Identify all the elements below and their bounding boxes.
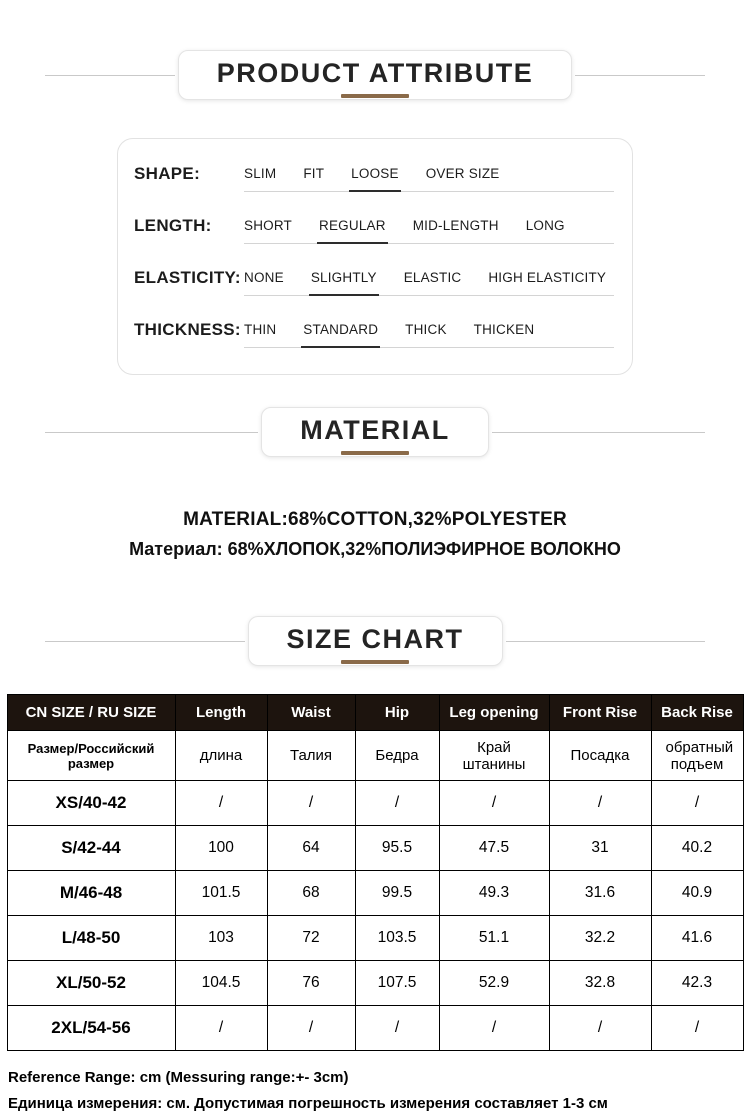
size-cell: 32.2	[549, 916, 651, 961]
size-chart-table	[7, 694, 744, 1051]
divider-line-left	[45, 75, 175, 76]
attr-option: THIN	[244, 322, 277, 337]
size-cell: /	[549, 781, 651, 826]
size-cell: 103.5	[355, 916, 439, 961]
attribute-panel	[117, 138, 633, 375]
size-cell: 64	[267, 826, 355, 871]
divider-line-right	[575, 75, 705, 76]
attribute-row-elasticity	[134, 267, 614, 296]
section-header-material	[0, 407, 750, 457]
size-cell: /	[651, 1006, 743, 1051]
divider-line-right	[492, 432, 705, 433]
size-label: XL/50-52	[7, 961, 175, 1006]
size-cell: 40.2	[651, 826, 743, 871]
attr-option: THICK	[405, 322, 447, 337]
divider-line-left	[45, 641, 245, 642]
attribute-options	[244, 166, 614, 192]
size-cell: 104.5	[175, 961, 267, 1006]
section-title-material: MATERIAL	[300, 415, 450, 445]
table-row	[7, 781, 743, 826]
attr-option: SLIGHTLY	[310, 270, 377, 285]
section-title-box	[178, 50, 572, 100]
column-header-ru: длина	[175, 731, 267, 781]
size-cell: /	[267, 781, 355, 826]
table-header-row-en	[7, 695, 743, 731]
section-header-product-attribute	[0, 50, 750, 100]
column-header-ru: обратный подъем	[651, 731, 743, 781]
size-cell: /	[651, 781, 743, 826]
material-line-en: MATERIAL:68%COTTON,32%POLYESTER	[183, 509, 567, 530]
table-row	[7, 826, 743, 871]
divider-line-left	[45, 432, 258, 433]
title-accent-bar	[341, 94, 409, 98]
size-cell: /	[267, 1006, 355, 1051]
size-label: XS/40-42	[7, 781, 175, 826]
material-line-ru: Материал: 68%ХЛОПОК,32%ПОЛИЭФИРНОЕ ВОЛОКНО	[129, 539, 621, 559]
attr-option: NONE	[244, 270, 284, 285]
size-cell: /	[355, 1006, 439, 1051]
attr-option: REGULAR	[319, 218, 386, 233]
table-row	[7, 1006, 743, 1051]
column-header: Waist	[267, 695, 355, 731]
size-cell: 52.9	[439, 961, 549, 1006]
note-line-en: Reference Range: cm (Messuring range:+- 3cm)	[8, 1069, 349, 1086]
size-cell: 99.5	[355, 871, 439, 916]
size-cell: /	[549, 1006, 651, 1051]
attr-option: SHORT	[244, 218, 293, 233]
table-row	[7, 961, 743, 1006]
size-cell: 40.9	[651, 871, 743, 916]
column-header: Leg opening	[439, 695, 549, 731]
attr-option: FIT	[303, 166, 325, 181]
size-cell: 103	[175, 916, 267, 961]
section-title-size-chart: SIZE CHART	[286, 624, 464, 654]
size-cell: 41.6	[651, 916, 743, 961]
attr-option: LONG	[525, 218, 565, 233]
column-header-ru: Размер/Российский размер	[7, 731, 175, 781]
column-header-ru: Талия	[267, 731, 355, 781]
attribute-label: SHAPE:	[134, 164, 201, 183]
divider-line-right	[506, 641, 706, 642]
column-header: Length	[175, 695, 267, 731]
attribute-label: THICKNESS:	[134, 320, 241, 339]
size-cell: 32.8	[549, 961, 651, 1006]
size-cell: 100	[175, 826, 267, 871]
attribute-row-length	[134, 215, 614, 244]
title-accent-bar	[341, 660, 409, 664]
column-header: Back Rise	[651, 695, 743, 731]
column-header: Front Rise	[549, 695, 651, 731]
column-header-ru: Край штанины	[439, 731, 549, 781]
size-cell: /	[175, 781, 267, 826]
size-cell: 31	[549, 826, 651, 871]
size-cell: /	[439, 1006, 549, 1051]
column-header-ru: Бедра	[355, 731, 439, 781]
size-cell: /	[175, 1006, 267, 1051]
attr-option: MID-LENGTH	[412, 218, 499, 233]
table-row	[7, 916, 743, 961]
attr-option: THICKEN	[473, 322, 535, 337]
material-composition	[0, 509, 750, 560]
title-accent-bar	[341, 451, 409, 455]
table-row	[7, 871, 743, 916]
note-line-ru: Единица измерения: см. Допустимая погрешность измерения составляет 1-3 см	[8, 1095, 608, 1112]
size-cell: 31.6	[549, 871, 651, 916]
attr-option: HIGH ELASTICITY	[488, 270, 607, 285]
size-cell: /	[439, 781, 549, 826]
table-header-row-ru	[7, 731, 743, 781]
section-title-box	[261, 407, 488, 457]
size-cell: 51.1	[439, 916, 549, 961]
attr-option: SLIM	[244, 166, 277, 181]
size-cell: 72	[267, 916, 355, 961]
attribute-options	[244, 322, 614, 348]
attr-option: STANDARD	[303, 322, 379, 337]
section-header-size-chart	[0, 616, 750, 666]
size-label: 2XL/54-56	[7, 1006, 175, 1051]
size-cell: 42.3	[651, 961, 743, 1006]
attribute-row-shape	[134, 163, 614, 192]
size-cell: 49.3	[439, 871, 549, 916]
attribute-row-thickness	[134, 319, 614, 348]
section-title-product-attribute: PRODUCT ATTRIBUTE	[216, 58, 534, 88]
attr-option: ELASTIC	[403, 270, 462, 285]
section-title-box	[248, 616, 503, 666]
size-cell: 68	[267, 871, 355, 916]
attr-option: OVER SIZE	[425, 166, 500, 181]
column-header-ru: Посадка	[549, 731, 651, 781]
attr-option: LOOSE	[351, 166, 399, 181]
attribute-label: LENGTH:	[134, 216, 212, 235]
size-label: S/42-44	[7, 826, 175, 871]
size-cell: 107.5	[355, 961, 439, 1006]
size-cell: 101.5	[175, 871, 267, 916]
attribute-options	[244, 270, 614, 296]
measurement-notes	[8, 1069, 750, 1112]
attribute-label: ELASTICITY:	[134, 268, 241, 287]
size-cell: 76	[267, 961, 355, 1006]
size-cell: 47.5	[439, 826, 549, 871]
size-label: M/46-48	[7, 871, 175, 916]
column-header: CN SIZE / RU SIZE	[7, 695, 175, 731]
size-cell: 95.5	[355, 826, 439, 871]
size-label: L/48-50	[7, 916, 175, 961]
size-cell: /	[355, 781, 439, 826]
column-header: Hip	[355, 695, 439, 731]
attribute-options	[244, 218, 614, 244]
